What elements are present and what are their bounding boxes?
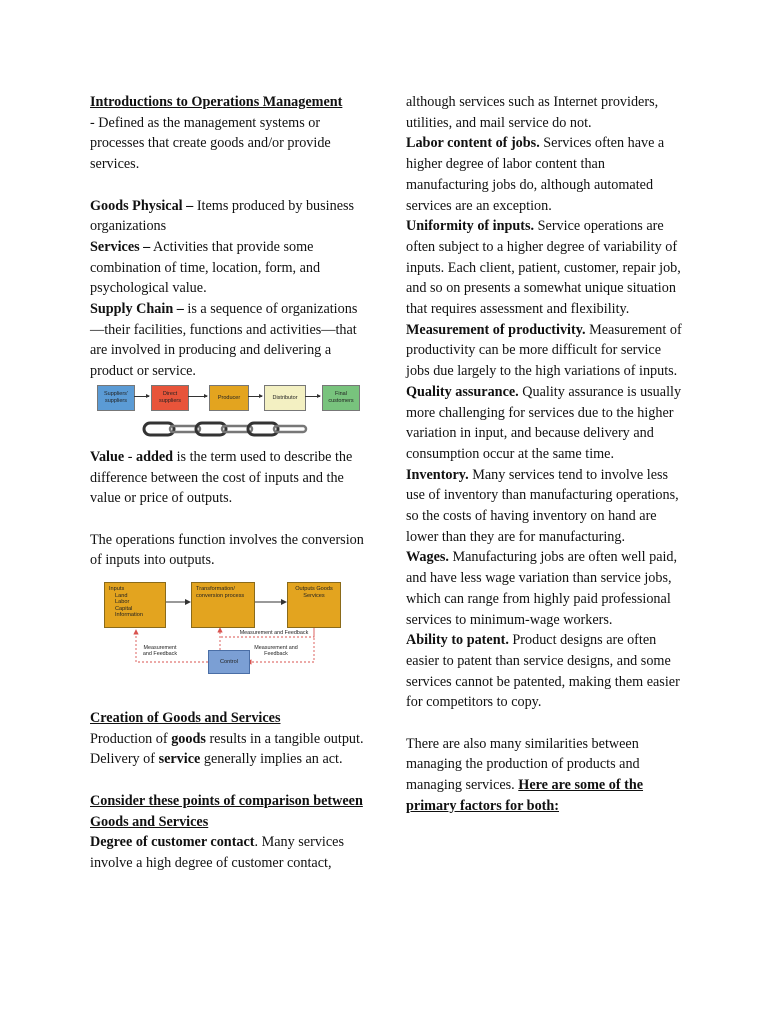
left-column bbox=[90, 92, 366, 874]
sc-box-final-customers: Final customers bbox=[322, 385, 360, 411]
uniformity-point: Uniformity of inputs. Service operations are often subject to a higher degree of variability of inputs. Each client, patient, customer, repair job, and so on presents a somewhat unique situation that requires assessment and flexibility. bbox=[406, 218, 681, 318]
wages-point: Wages. Manufacturing jobs are often well paid, and have less wage variation than service jobs, which can range from highly paid professional services to minimum-wage workers. bbox=[406, 549, 678, 628]
inventory-point: Inventory. Many services tend to involve less use of inventory than manufacturing operations, so the costs of having inventory on hand are lower than they are for manufacturing. bbox=[406, 466, 679, 545]
value-added-definition: Value - added is the term used to describe the difference between the cost of inputs and the value or price of outputs. bbox=[90, 448, 353, 507]
sc-arrow bbox=[134, 396, 149, 397]
sc-box-suppliers-suppliers: Suppliers' suppliers bbox=[97, 385, 135, 411]
inputs-item: Labor bbox=[115, 599, 130, 606]
supply-chain-diagram bbox=[94, 385, 364, 443]
services-definition: Services – Activities that provide some combination of time, location, form, and psychological value. bbox=[90, 238, 321, 297]
outputs-box: Outputs Goods Services bbox=[287, 582, 341, 628]
intro-definition: - Defined as the management systems or processes that create goods and/or provide services. bbox=[90, 114, 331, 173]
feedback-label-right: Measurement and Feedback bbox=[254, 645, 298, 658]
sc-arrow bbox=[188, 396, 207, 397]
right-column bbox=[406, 92, 682, 817]
inputs-box bbox=[104, 582, 166, 628]
sc-arrow bbox=[248, 396, 262, 397]
inputs-item: Land bbox=[115, 592, 128, 599]
comparison-title: Consider these points of comparison between Goods and Services bbox=[90, 792, 363, 830]
feedback-label-left: Measurement and Feedback bbox=[142, 645, 178, 658]
labor-content-point: Labor content of jobs. Services often have a higher degree of labor content than manufacturing jobs do, although automated services are an exception. bbox=[406, 135, 665, 214]
goods-definition: Goods Physical – Items produced by business organizations bbox=[90, 197, 355, 235]
creation-title: Creation of Goods and Services bbox=[90, 710, 281, 727]
quality-point: Quality assurance. Quality assurance is usually more challenging for services due to the higher variation in input, and because delivery and consumption occur at the same time. bbox=[406, 383, 682, 462]
sc-box-direct-suppliers: Direct suppliers bbox=[151, 385, 189, 411]
inputs-title: Inputs bbox=[109, 586, 125, 593]
production-goods-text: Production of goods results in a tangible output. bbox=[90, 730, 364, 747]
sc-box-distributor: Distributor bbox=[264, 385, 306, 411]
feedback-label-top: Measurement and Feedback bbox=[239, 630, 309, 637]
operations-function-text: The operations function involves the conversion of inputs into outputs. bbox=[90, 531, 364, 569]
measurement-point: Measurement of productivity. Measurement of productivity can be more difficult for service jobs due largely to the high variations of inputs. bbox=[406, 321, 682, 380]
chain-links-icon bbox=[142, 420, 310, 438]
patent-point: Ability to patent. Product designs are often easier to patent than service designs, and some services cannot be patented, making them easier for competitors to copy. bbox=[406, 632, 680, 711]
sc-arrow bbox=[305, 396, 320, 397]
inputs-item: Capital bbox=[115, 605, 133, 612]
inputs-item: Information bbox=[115, 612, 143, 619]
sc-box-producer: Producer bbox=[209, 385, 249, 411]
control-box: Control bbox=[208, 650, 250, 674]
customer-contact-point: Degree of customer contact. Many services involve a high degree of customer contact, bbox=[90, 834, 344, 871]
transformation-box: Transformation/ conversion process bbox=[191, 582, 255, 628]
delivery-service-text: Delivery of service generally implies an act. bbox=[90, 751, 343, 768]
document-title: Introductions to Operations Management bbox=[90, 94, 343, 110]
supply-chain-definition: Supply Chain – is a sequence of organizations—their facilities, functions and activities—that are involved in producing and delivering a product or service. bbox=[90, 301, 358, 380]
transformation-diagram bbox=[104, 582, 354, 708]
similarities-text: There are also many similarities between managing the production of products and managing services. Here are some of the primary factors for both: bbox=[406, 735, 644, 814]
customer-contact-continued: although services such as Internet providers, utilities, and mail service do not. bbox=[406, 94, 659, 131]
